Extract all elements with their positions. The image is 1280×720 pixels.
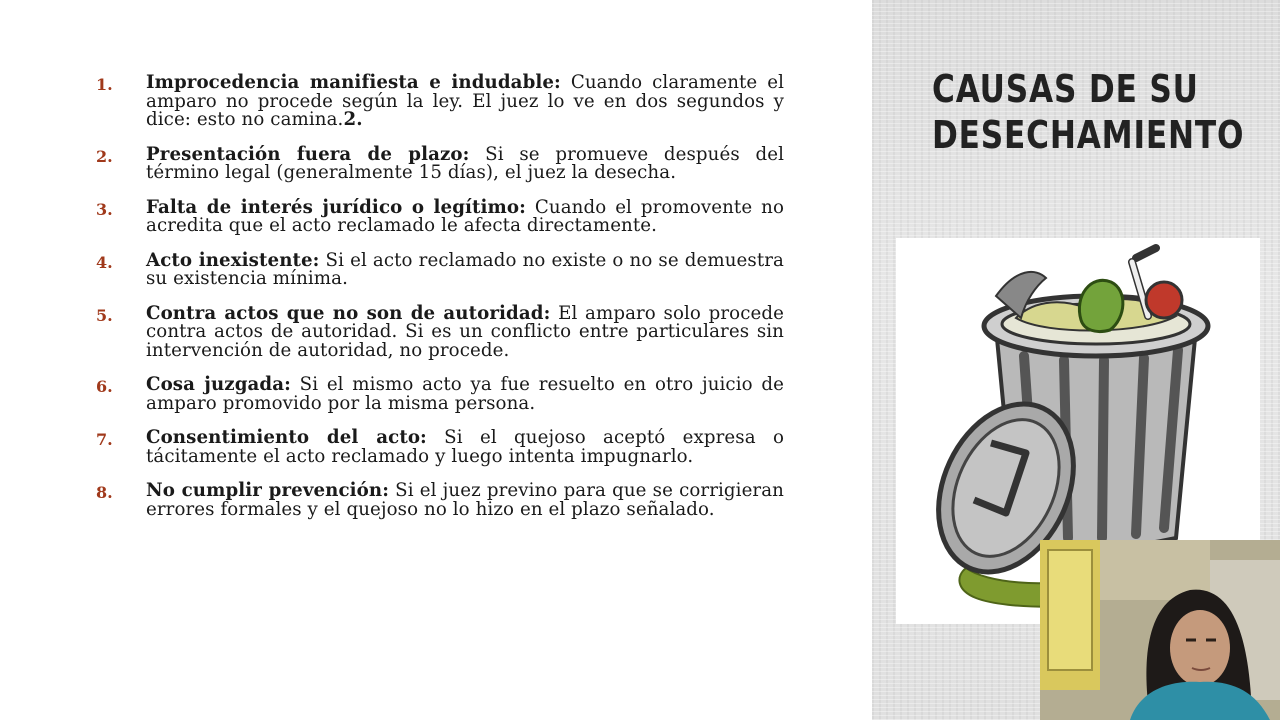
list-item xyxy=(96,143,784,183)
item-term: Cosa juzgada: xyxy=(146,374,291,395)
item-number: 7. xyxy=(96,430,113,449)
item-term: Falta de interés jurídico o legítimo: xyxy=(146,196,526,218)
item-description: Si el quejoso aceptó expresa o tácitamente el acto reclamado y luego intenta impugnarlo. xyxy=(146,427,784,467)
item-description: Cuando claramente el amparo no procede según la ley. El juez lo ve en dos segundos y dice: esto no camina. xyxy=(146,72,784,130)
item-number: 6. xyxy=(96,377,113,396)
item-text xyxy=(146,143,784,183)
presenter-avatar-icon xyxy=(1040,540,1280,720)
list-item xyxy=(96,376,784,413)
item-description: Cuando el promovente no acredita que el acto reclamado le afecta directamente. xyxy=(146,196,784,236)
item-term: Consentimiento del acto: xyxy=(146,427,427,448)
item-description: El amparo solo procede contra actos de autoridad. Si es un conflicto entre particulares sin intervención de autoridad, no procede. xyxy=(146,302,784,361)
item-description: Si el mismo acto ya fue resuelto en otro juicio de amparo promovido por la misma persona. xyxy=(146,374,784,414)
item-text xyxy=(146,74,784,130)
item-term: No cumplir prevención: xyxy=(146,480,390,501)
list-item xyxy=(96,74,784,130)
item-text xyxy=(146,429,784,466)
list-item xyxy=(96,249,784,289)
item-number: 5. xyxy=(96,305,113,325)
slide-title: CAUSAS DE SU DESECHAMIENTO xyxy=(932,67,1245,157)
item-term: Improcedencia manifiesta e indudable: xyxy=(146,72,561,93)
item-text xyxy=(146,482,784,519)
item-text xyxy=(146,302,784,361)
item-text xyxy=(146,376,784,413)
list-item xyxy=(96,302,784,361)
item-term: Presentación fuera de plazo: xyxy=(146,143,470,165)
item-description: Si se promueve después del término legal (generalmente 15 días), el juez la desecha. xyxy=(146,143,784,183)
item-term: Contra actos que no son de autoridad: xyxy=(146,302,551,324)
item-tail: 2. xyxy=(343,109,363,130)
list-item xyxy=(96,429,784,466)
item-number: 8. xyxy=(96,483,113,502)
list-item xyxy=(96,196,784,236)
item-number: 1. xyxy=(96,75,113,94)
item-number: 2. xyxy=(96,146,113,166)
item-text xyxy=(146,196,784,236)
item-description: Si el acto reclamado no existe o no se demuestra su existencia mínima. xyxy=(146,249,784,289)
webcam-feed xyxy=(1040,540,1280,720)
item-term: Acto inexistente: xyxy=(146,249,320,271)
item-number: 4. xyxy=(96,252,113,272)
item-text xyxy=(146,249,784,289)
item-number: 3. xyxy=(96,199,113,219)
causes-list xyxy=(96,74,784,535)
list-item xyxy=(96,482,784,519)
item-description: Si el juez previno para que se corrigieran errores formales y el quejoso no lo hizo en el plazo señalado. xyxy=(146,480,784,520)
